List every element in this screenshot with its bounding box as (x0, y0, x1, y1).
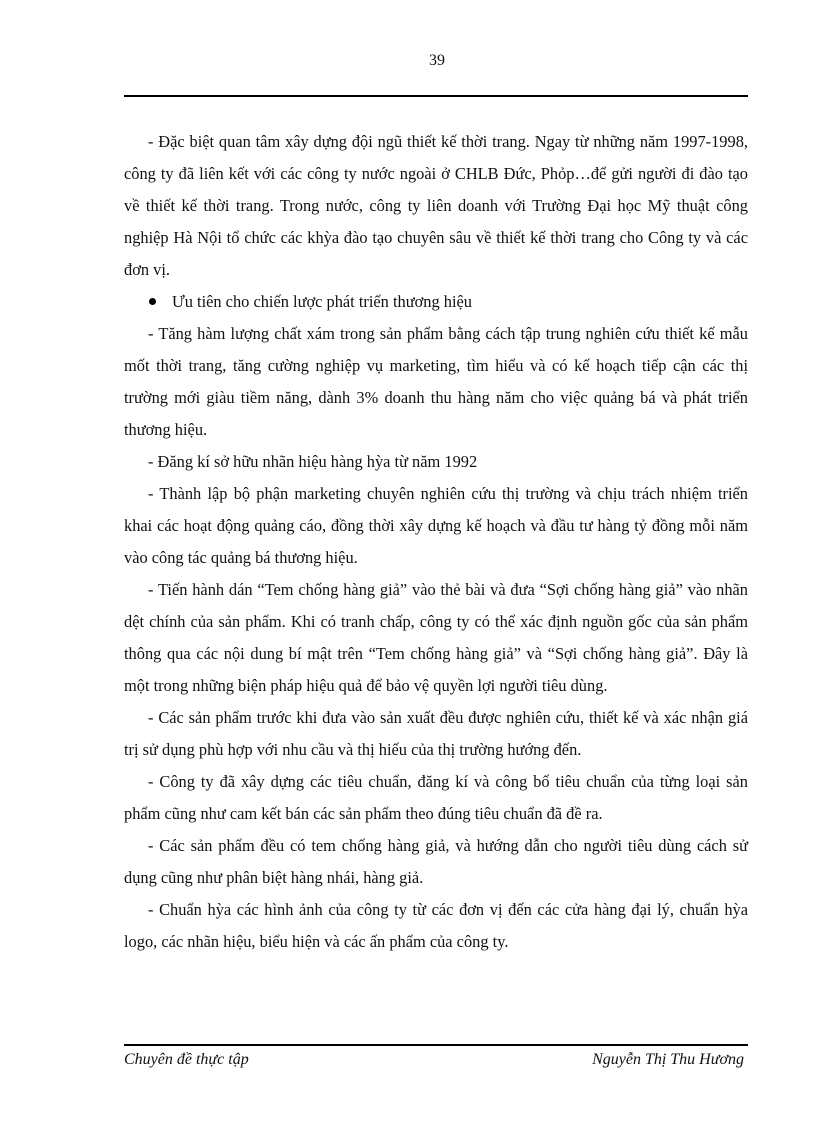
paragraph-standardize-images: - Chuẩn hỳa các hình ảnh của công ty từ các đơn vị đến các cửa hàng đại lý, chuẩn hỳa logo, các nhãn hiệu, biểu hiện và các ấn phẩm của công ty. (124, 900, 748, 951)
paragraph-design-team: - Đặc biệt quan tâm xây dựng đội ngũ thiết kế thời trang. Ngay từ những năm 1997-1998, công ty đã liên kết với các công ty nước ngoài ở CHLB Đức, Phỏp…để gửi người đi đào tạo về thiết kế thời trang. Trong nước, công ty liên doanh với Trường Đại học Mỹ thuật công nghiệp Hà Nội tổ chức các khỳa đào tạo chuyên sâu về thiết kế thời trang cho Công ty và các đơn vị. (124, 132, 748, 279)
document-body (124, 126, 748, 958)
bullet-icon (149, 298, 156, 305)
paragraph-standards: - Công ty đã xây dựng các tiêu chuẩn, đăng kí và công bố tiêu chuẩn của từng loại sản phẩm cũng như cam kết bán các sản phẩm theo đúng tiêu chuẩn đã đề ra. (124, 772, 748, 823)
footer-left-text: Chuyên đề thực tập (124, 1051, 249, 1068)
paragraph-trademark-registration: - Đăng kí sở hữu nhãn hiệu hàng hỳa từ năm 1992 (148, 452, 478, 471)
header-rule (124, 95, 748, 97)
footer-rule (124, 1044, 748, 1046)
bullet-heading-text: Ưu tiên cho chiến lược phát triển thương hiệu (172, 292, 472, 311)
page-number: 39 (429, 52, 445, 69)
paragraph-anti-counterfeit: - Tiến hành dán “Tem chống hàng giả” vào thẻ bài và đưa “Sợi chống hàng giả” vào nhãn dệt chính của sản phẩm. Khi có tranh chấp, công ty có thể xác định nguồn gốc của sản phẩm thông qua các nội dung bí mật trên “Tem chống hàng giả” và “Sợi chống hàng giả”. Đây là một trong những biện pháp hiệu quả để bảo vệ quyền lợi người tiêu dùng. (124, 580, 748, 695)
paragraph-product-research: - Các sản phẩm trước khi đưa vào sản xuất đều được nghiên cứu, thiết kế và xác nhận giá trị sử dụng phù hợp với nhu cầu và thị hiếu của thị trường hướng đến. (124, 708, 748, 759)
paragraph-anti-counterfeit-stamps: - Các sản phẩm đều có tem chống hàng giả, và hướng dẫn cho người tiêu dùng cách sử dụng cũng như phân biệt hàng nhái, hàng giả. (124, 836, 748, 887)
footer-right-text: Nguyễn Thị Thu Hương (592, 1051, 744, 1068)
paragraph-marketing-department: - Thành lập bộ phận marketing chuyên nghiên cứu thị trường và chịu trách nhiệm triển khai các hoạt động quảng cáo, đồng thời xây dựng kế hoạch và đầu tư hàng tỷ đồng mỗi năm vào công tác quảng bá thương hiệu. (124, 484, 748, 567)
bullet-heading-brand-strategy (124, 286, 748, 318)
paragraph-grey-matter: - Tăng hàm lượng chất xám trong sản phẩm bằng cách tập trung nghiên cứu thiết kế mẫu mốt thời trang, tăng cường nghiệp vụ marketing, tìm hiểu và có kế hoạch tiếp cận các thị trường mới giàu tiềm năng, dành 3% doanh thu hàng năm cho việc quảng bá và phát triển thương hiệu. (124, 324, 748, 439)
